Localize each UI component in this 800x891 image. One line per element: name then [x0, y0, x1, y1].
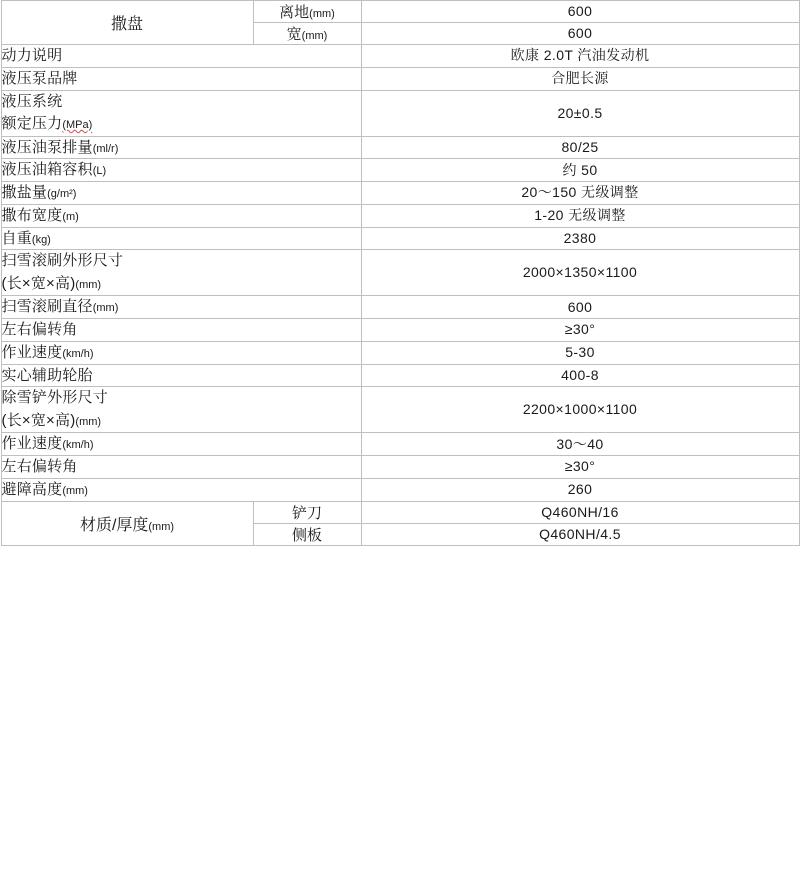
row-label-plow-working-speed — [1, 433, 361, 456]
label-unit: (mm) — [148, 520, 175, 533]
value-roller-swing-angle: ≥30° — [361, 319, 799, 342]
label-text: 实心辅助轮胎 — [1, 366, 93, 384]
label-unit: (m) — [62, 210, 79, 223]
label-unit: (mm) — [75, 415, 102, 428]
table-row — [1, 227, 799, 250]
table-row — [1, 45, 799, 68]
label-text: 撒布宽度 — [1, 206, 63, 224]
label-unit: (mm) — [92, 302, 119, 315]
label-unit: (kg) — [31, 233, 51, 246]
label-unit: (mm) — [62, 484, 88, 497]
row-label-self-weight — [1, 227, 361, 250]
value-hydraulic-pump-displacement: 80/25 — [361, 136, 799, 159]
label-text-line2 — [2, 113, 361, 136]
table-row — [1, 433, 799, 456]
row-label-hydraulic-system-pressure — [1, 90, 361, 136]
label-unit: (g/m²) — [47, 188, 77, 200]
value-self-weight: 2380 — [361, 227, 799, 250]
sub-label-width — [253, 23, 361, 45]
value-blade-material: Q460NH/16 — [361, 501, 799, 523]
value-solid-auxiliary-tire: 400-8 — [361, 364, 799, 387]
label-text: 左右偏转角 — [1, 458, 78, 475]
label-text: 自重 — [1, 229, 32, 247]
label-text: 液压泵品牌 — [1, 69, 78, 87]
label-text: 避障高度 — [1, 480, 63, 498]
label-unit: (km/h) — [62, 439, 94, 452]
row-label-roller-swing-angle — [1, 319, 361, 342]
sub-label-ground-clearance — [253, 1, 361, 23]
label-text-line2 — [2, 410, 361, 433]
value-plow-working-speed: 30～40 — [361, 433, 799, 456]
value-power-description: 欧康 2.0T 汽油发动机 — [361, 45, 799, 68]
specifications-table — [1, 0, 800, 546]
row-label-hydraulic-tank-capacity — [1, 159, 361, 182]
row-label-snow-plow-dimensions — [1, 387, 361, 433]
row-label-spread-width — [1, 204, 361, 227]
row-label-sweeper-roller-dimensions — [1, 250, 361, 296]
value-ground-clearance: 600 — [361, 1, 799, 23]
table-row — [1, 341, 799, 364]
row-label-hydraulic-pump-displacement — [1, 136, 361, 159]
table-row — [1, 501, 799, 523]
sub-label-text: 离地 — [279, 4, 310, 21]
label-unit: (ml/r) — [92, 142, 119, 155]
label-text-line1: 扫雪滚刷外形尺寸 — [1, 252, 124, 270]
table-row — [1, 456, 799, 479]
label-text: 扫雪滚刷直径 — [1, 298, 93, 316]
row-label-hydraulic-pump-brand — [1, 67, 361, 90]
table-row — [1, 182, 799, 205]
label-text: 额定压力 — [1, 115, 63, 132]
row-label-salt-spread-rate — [1, 182, 361, 205]
table-row — [1, 67, 799, 90]
row-label-power-description — [1, 45, 361, 68]
table-row — [1, 387, 799, 433]
label-text-line1: 液压系统 — [1, 92, 63, 110]
table-row — [1, 90, 799, 136]
label-text-line1: 除雪铲外形尺寸 — [1, 389, 108, 407]
value-sweeper-roller-dimensions: 2000×1350×1100 — [361, 250, 799, 296]
value-hydraulic-tank-capacity: 约 50 — [361, 159, 799, 182]
label-text: 液压油泵排量 — [1, 138, 93, 156]
sub-label-text: 铲刀 — [291, 504, 322, 522]
table-row — [1, 478, 799, 501]
label-text: 作业速度 — [1, 435, 63, 453]
label-text: 液压油箱容积 — [1, 161, 93, 179]
sub-label-blade — [253, 501, 361, 523]
value-sweeper-roller-diameter: 600 — [361, 296, 799, 319]
row-label-roller-working-speed — [1, 341, 361, 364]
table-row — [1, 296, 799, 319]
value-salt-spread-rate: 20～150 无级调整 — [361, 182, 799, 205]
table-row — [1, 364, 799, 387]
label-text: 撒盘 — [110, 16, 143, 33]
label-unit: (MPa) — [62, 119, 93, 131]
value-spread-width: 1-20 无级调整 — [361, 204, 799, 227]
table-row — [1, 136, 799, 159]
sub-label-side-plate — [253, 523, 361, 545]
sub-label-unit: (mm) — [309, 8, 335, 20]
table-row — [1, 1, 799, 23]
label-text: 左右偏转角 — [1, 321, 78, 338]
value-snow-plow-dimensions: 2200×1000×1100 — [361, 387, 799, 433]
label-unit: (km/h) — [62, 347, 94, 360]
label-text: 动力说明 — [1, 47, 63, 64]
sub-label-text: 宽 — [286, 26, 302, 43]
row-label-obstacle-clearance-height — [1, 478, 361, 501]
table-body — [1, 1, 799, 546]
label-text: 撒盐量 — [1, 184, 48, 201]
label-text: (长×宽×高) — [1, 274, 76, 292]
label-text: 作业速度 — [1, 343, 63, 361]
sub-label-unit: (mm) — [301, 30, 328, 42]
label-text: 材质/厚度 — [79, 516, 149, 534]
value-obstacle-clearance-height: 260 — [361, 478, 799, 501]
table-row — [1, 250, 799, 296]
row-label-solid-auxiliary-tire — [1, 364, 361, 387]
value-width: 600 — [361, 23, 799, 45]
row-label-plow-swing-angle — [1, 456, 361, 479]
label-text-line2 — [2, 273, 361, 296]
value-side-plate-material: Q460NH/4.5 — [361, 523, 799, 545]
table-row — [1, 204, 799, 227]
label-text: (长×宽×高) — [1, 411, 76, 429]
value-roller-working-speed: 5-30 — [361, 341, 799, 364]
value-plow-swing-angle: ≥30° — [361, 456, 799, 479]
row-label-sweeper-roller-diameter — [1, 296, 361, 319]
label-unit: (L) — [92, 165, 107, 178]
table-row — [1, 159, 799, 182]
value-hydraulic-pump-brand: 合肥长源 — [361, 67, 799, 90]
row-label-spreader-disc — [1, 1, 253, 45]
value-hydraulic-system-pressure: 20±0.5 — [361, 90, 799, 136]
label-unit: (mm) — [75, 278, 102, 291]
row-label-material-thickness — [1, 501, 253, 545]
sub-label-text: 侧板 — [291, 526, 322, 544]
table-row — [1, 319, 799, 342]
